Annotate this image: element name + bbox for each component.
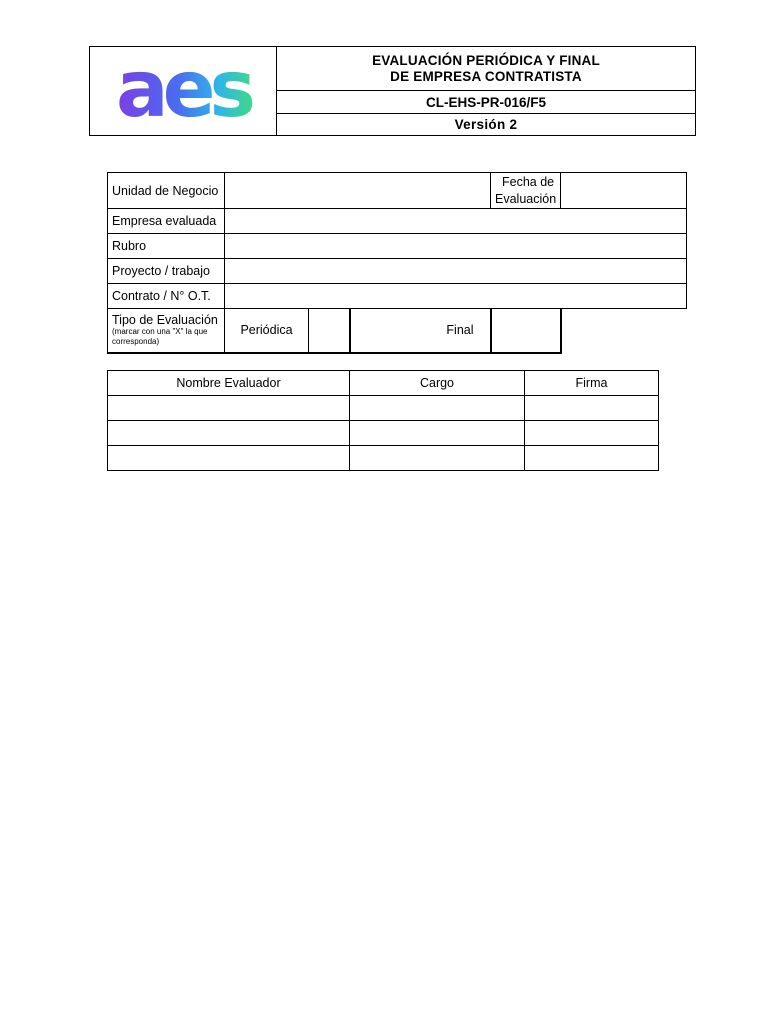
nombre-evaluador-field[interactable] xyxy=(108,421,350,446)
blank-cell xyxy=(561,309,687,353)
contrato-ot-field[interactable] xyxy=(225,284,687,309)
form-title xyxy=(277,47,695,91)
title-line-2: DE EMPRESA CONTRATISTA xyxy=(390,68,582,84)
nombre-evaluador-field[interactable] xyxy=(108,396,350,421)
unidad-negocio-field[interactable] xyxy=(225,173,491,209)
tipo-evaluacion-label xyxy=(108,309,225,353)
cargo-field[interactable] xyxy=(350,421,525,446)
firma-field[interactable] xyxy=(525,446,659,471)
logo-cell xyxy=(90,47,277,135)
column-header-firma: Firma xyxy=(525,371,659,396)
final-label: Final xyxy=(350,309,491,353)
form-header xyxy=(89,46,696,136)
info-table xyxy=(107,172,687,354)
nombre-evaluador-field[interactable] xyxy=(108,446,350,471)
fecha-evaluacion-label xyxy=(491,173,561,209)
firma-field[interactable] xyxy=(525,396,659,421)
tipo-evaluacion-note: (marcar con una "X" la que corresponda) xyxy=(112,327,208,347)
contrato-ot-label: Contrato / N° O.T. xyxy=(108,284,225,309)
periodica-checkbox[interactable] xyxy=(309,309,350,353)
table-row xyxy=(108,446,659,471)
table-row xyxy=(108,421,659,446)
final-checkbox[interactable] xyxy=(491,309,561,353)
periodica-label: Periódica xyxy=(225,309,309,353)
title-line-1: EVALUACIÓN PERIÓDICA Y FINAL xyxy=(372,52,600,68)
cargo-field[interactable] xyxy=(350,396,525,421)
table-row xyxy=(108,396,659,421)
form-code: CL-EHS-PR-016/F5 xyxy=(277,91,695,114)
tipo-evaluacion-title: Tipo de Evaluación xyxy=(112,313,218,328)
proyecto-trabajo-label: Proyecto / trabajo xyxy=(108,259,225,284)
form-version: Versión 2 xyxy=(454,117,518,132)
empresa-evaluada-field[interactable] xyxy=(225,209,687,234)
title-column xyxy=(277,47,695,135)
column-header-cargo: Cargo xyxy=(350,371,525,396)
empresa-evaluada-label: Empresa evaluada xyxy=(108,209,225,234)
evaluators-table xyxy=(107,370,659,471)
firma-field[interactable] xyxy=(525,421,659,446)
logo-text: aes xyxy=(116,56,250,126)
aes-logo xyxy=(105,56,261,126)
column-header-nombre-evaluador: Nombre Evaluador xyxy=(108,371,350,396)
fecha-label-line-1: Fecha de xyxy=(502,174,555,189)
cargo-field[interactable] xyxy=(350,446,525,471)
fecha-evaluacion-field[interactable] xyxy=(561,173,687,209)
rubro-field[interactable] xyxy=(225,234,687,259)
fecha-label-line-2: Evaluación xyxy=(495,191,557,206)
proyecto-trabajo-field[interactable] xyxy=(225,259,687,284)
unidad-negocio-label: Unidad de Negocio xyxy=(108,173,225,209)
rubro-label: Rubro xyxy=(108,234,225,259)
